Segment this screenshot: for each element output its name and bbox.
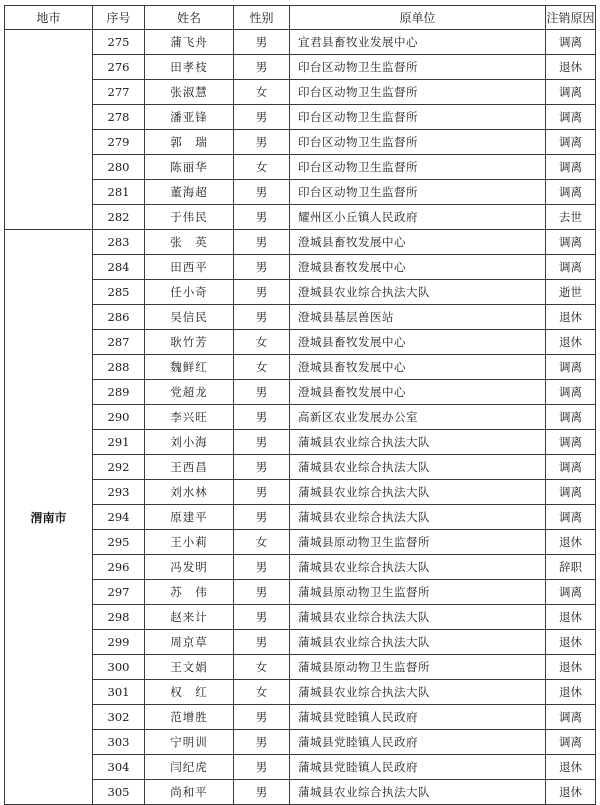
gender-cell: 男 — [234, 105, 290, 130]
unit-cell: 印台区动物卫生监督所 — [290, 55, 546, 80]
gender-cell: 男 — [234, 605, 290, 630]
reason-cell: 逝世 — [546, 280, 596, 305]
name-cell: 董海超 — [145, 180, 234, 205]
table-header-row — [5, 6, 596, 30]
unit-cell: 澄城县畜牧发展中心 — [290, 230, 546, 255]
name-cell: 赵来计 — [145, 605, 234, 630]
unit-cell: 澄城县畜牧发展中心 — [290, 255, 546, 280]
seq-cell: 298 — [93, 605, 145, 630]
unit-cell: 蒲城县农业综合执法大队 — [290, 605, 546, 630]
reason-cell: 退休 — [546, 655, 596, 680]
gender-cell: 女 — [234, 530, 290, 555]
reason-cell: 调离 — [546, 405, 596, 430]
name-cell: 蒲飞舟 — [145, 30, 234, 55]
seq-cell: 296 — [93, 555, 145, 580]
gender-cell: 男 — [234, 405, 290, 430]
table-row — [5, 205, 596, 230]
reason-cell: 调离 — [546, 430, 596, 455]
region-cell — [5, 30, 93, 230]
header-gender: 性别 — [234, 6, 290, 30]
unit-cell: 蒲城县农业综合执法大队 — [290, 780, 546, 805]
header-unit: 原单位 — [290, 6, 546, 30]
name-cell: 于伟民 — [145, 205, 234, 230]
gender-cell: 女 — [234, 80, 290, 105]
gender-cell: 男 — [234, 255, 290, 280]
unit-cell: 印台区动物卫生监督所 — [290, 155, 546, 180]
table-row — [5, 305, 596, 330]
name-cell: 冯发明 — [145, 555, 234, 580]
gender-cell: 男 — [234, 455, 290, 480]
seq-cell: 293 — [93, 480, 145, 505]
header-seq: 序号 — [93, 6, 145, 30]
table-row — [5, 530, 596, 555]
gender-cell: 男 — [234, 705, 290, 730]
gender-cell: 女 — [234, 330, 290, 355]
seq-cell: 285 — [93, 280, 145, 305]
gender-cell: 男 — [234, 380, 290, 405]
table-row — [5, 730, 596, 755]
seq-cell: 292 — [93, 455, 145, 480]
seq-cell: 288 — [93, 355, 145, 380]
gender-cell: 男 — [234, 555, 290, 580]
seq-cell: 300 — [93, 655, 145, 680]
seq-cell: 290 — [93, 405, 145, 430]
reason-cell: 退休 — [546, 605, 596, 630]
unit-cell: 蒲城县农业综合执法大队 — [290, 505, 546, 530]
table-row — [5, 455, 596, 480]
seq-cell: 277 — [93, 80, 145, 105]
unit-cell: 蒲城县农业综合执法大队 — [290, 630, 546, 655]
reason-cell: 调离 — [546, 455, 596, 480]
unit-cell: 蒲城县党睦镇人民政府 — [290, 755, 546, 780]
table-row — [5, 480, 596, 505]
seq-cell: 279 — [93, 130, 145, 155]
name-cell: 原建平 — [145, 505, 234, 530]
table-row — [5, 105, 596, 130]
gender-cell: 男 — [234, 730, 290, 755]
seq-cell: 281 — [93, 180, 145, 205]
table-row — [5, 505, 596, 530]
region-cell: 渭南市 — [5, 230, 93, 805]
reason-cell: 退休 — [546, 55, 596, 80]
gender-cell: 男 — [234, 780, 290, 805]
seq-cell: 284 — [93, 255, 145, 280]
table-row — [5, 255, 596, 280]
name-cell: 尚和平 — [145, 780, 234, 805]
seq-cell: 276 — [93, 55, 145, 80]
gender-cell: 男 — [234, 755, 290, 780]
unit-cell: 蒲城县原动物卫生监督所 — [290, 580, 546, 605]
unit-cell: 蒲城县农业综合执法大队 — [290, 680, 546, 705]
unit-cell: 蒲城县农业综合执法大队 — [290, 430, 546, 455]
seq-cell: 305 — [93, 780, 145, 805]
gender-cell: 男 — [234, 280, 290, 305]
name-cell: 田孝枝 — [145, 55, 234, 80]
reason-cell: 调离 — [546, 355, 596, 380]
unit-cell: 高新区农业发展办公室 — [290, 405, 546, 430]
seq-cell: 303 — [93, 730, 145, 755]
table-row — [5, 705, 596, 730]
reason-cell: 退休 — [546, 330, 596, 355]
unit-cell: 澄城县基层兽医站 — [290, 305, 546, 330]
unit-cell: 澄城县畜牧发展中心 — [290, 380, 546, 405]
unit-cell: 耀州区小丘镇人民政府 — [290, 205, 546, 230]
table-row — [5, 180, 596, 205]
unit-cell: 印台区动物卫生监督所 — [290, 80, 546, 105]
name-cell: 耿竹芳 — [145, 330, 234, 355]
name-cell: 陈丽华 — [145, 155, 234, 180]
unit-cell: 澄城县畜牧发展中心 — [290, 355, 546, 380]
unit-cell: 蒲城县农业综合执法大队 — [290, 455, 546, 480]
reason-cell: 调离 — [546, 705, 596, 730]
cancellation-roster-table — [4, 5, 596, 805]
gender-cell: 男 — [234, 305, 290, 330]
reason-cell: 调离 — [546, 105, 596, 130]
header-region: 地市 — [5, 6, 93, 30]
reason-cell: 调离 — [546, 230, 596, 255]
reason-cell: 退休 — [546, 530, 596, 555]
seq-cell: 294 — [93, 505, 145, 530]
reason-cell: 调离 — [546, 130, 596, 155]
header-name: 姓名 — [145, 6, 234, 30]
name-cell: 宁明训 — [145, 730, 234, 755]
name-cell: 张 英 — [145, 230, 234, 255]
gender-cell: 男 — [234, 180, 290, 205]
table-row — [5, 430, 596, 455]
name-cell: 刘水林 — [145, 480, 234, 505]
name-cell: 苏 伟 — [145, 580, 234, 605]
seq-cell: 287 — [93, 330, 145, 355]
name-cell: 刘小海 — [145, 430, 234, 455]
header-reason: 注销原因 — [546, 6, 596, 30]
name-cell: 任小奇 — [145, 280, 234, 305]
seq-cell: 302 — [93, 705, 145, 730]
seq-cell: 295 — [93, 530, 145, 555]
reason-cell: 去世 — [546, 205, 596, 230]
name-cell: 张淑慧 — [145, 80, 234, 105]
name-cell: 王西昌 — [145, 455, 234, 480]
unit-cell: 蒲城县党睦镇人民政府 — [290, 730, 546, 755]
name-cell: 潘亚锋 — [145, 105, 234, 130]
gender-cell: 男 — [234, 30, 290, 55]
gender-cell: 男 — [234, 580, 290, 605]
seq-cell: 286 — [93, 305, 145, 330]
table-row — [5, 30, 596, 55]
name-cell: 李兴旺 — [145, 405, 234, 430]
name-cell: 魏鲜红 — [145, 355, 234, 380]
unit-cell: 澄城县农业综合执法大队 — [290, 280, 546, 305]
reason-cell: 调离 — [546, 180, 596, 205]
reason-cell: 调离 — [546, 730, 596, 755]
name-cell: 郭 瑞 — [145, 130, 234, 155]
seq-cell: 299 — [93, 630, 145, 655]
table-row — [5, 330, 596, 355]
unit-cell: 宜君县畜牧业发展中心 — [290, 30, 546, 55]
gender-cell: 男 — [234, 230, 290, 255]
table-row — [5, 655, 596, 680]
unit-cell: 蒲城县原动物卫生监督所 — [290, 655, 546, 680]
table-row — [5, 55, 596, 80]
name-cell: 王小莉 — [145, 530, 234, 555]
gender-cell: 男 — [234, 630, 290, 655]
name-cell: 范增胜 — [145, 705, 234, 730]
table-row — [5, 555, 596, 580]
reason-cell: 退休 — [546, 680, 596, 705]
seq-cell: 289 — [93, 380, 145, 405]
unit-cell: 印台区动物卫生监督所 — [290, 105, 546, 130]
unit-cell: 蒲城县党睦镇人民政府 — [290, 705, 546, 730]
table-row — [5, 780, 596, 805]
gender-cell: 女 — [234, 655, 290, 680]
gender-cell: 男 — [234, 430, 290, 455]
table-row — [5, 380, 596, 405]
table-row — [5, 230, 596, 255]
reason-cell: 调离 — [546, 505, 596, 530]
seq-cell: 275 — [93, 30, 145, 55]
gender-cell: 男 — [234, 205, 290, 230]
reason-cell: 退休 — [546, 780, 596, 805]
table-row — [5, 405, 596, 430]
name-cell: 吴信民 — [145, 305, 234, 330]
table-row — [5, 355, 596, 380]
reason-cell: 调离 — [546, 155, 596, 180]
reason-cell: 调离 — [546, 580, 596, 605]
unit-cell: 蒲城县原动物卫生监督所 — [290, 530, 546, 555]
unit-cell: 印台区动物卫生监督所 — [290, 130, 546, 155]
table-row — [5, 755, 596, 780]
reason-cell: 调离 — [546, 480, 596, 505]
table-row — [5, 605, 596, 630]
seq-cell: 291 — [93, 430, 145, 455]
reason-cell: 调离 — [546, 80, 596, 105]
table-row — [5, 130, 596, 155]
table-row — [5, 155, 596, 180]
name-cell: 权 红 — [145, 680, 234, 705]
table-row — [5, 280, 596, 305]
table-body — [5, 30, 596, 805]
reason-cell: 调离 — [546, 30, 596, 55]
reason-cell: 退休 — [546, 755, 596, 780]
seq-cell: 301 — [93, 680, 145, 705]
name-cell: 田西平 — [145, 255, 234, 280]
name-cell: 周京草 — [145, 630, 234, 655]
gender-cell: 男 — [234, 55, 290, 80]
reason-cell: 退休 — [546, 305, 596, 330]
unit-cell: 蒲城县农业综合执法大队 — [290, 480, 546, 505]
table-row — [5, 580, 596, 605]
seq-cell: 282 — [93, 205, 145, 230]
name-cell: 党超龙 — [145, 380, 234, 405]
unit-cell: 蒲城县农业综合执法大队 — [290, 555, 546, 580]
table-row — [5, 630, 596, 655]
gender-cell: 男 — [234, 505, 290, 530]
unit-cell: 澄城县畜牧发展中心 — [290, 330, 546, 355]
reason-cell: 调离 — [546, 255, 596, 280]
seq-cell: 304 — [93, 755, 145, 780]
seq-cell: 297 — [93, 580, 145, 605]
name-cell: 王文娟 — [145, 655, 234, 680]
unit-cell: 印台区动物卫生监督所 — [290, 180, 546, 205]
gender-cell: 男 — [234, 130, 290, 155]
seq-cell: 283 — [93, 230, 145, 255]
gender-cell: 女 — [234, 155, 290, 180]
gender-cell: 女 — [234, 680, 290, 705]
name-cell: 闫纪虎 — [145, 755, 234, 780]
gender-cell: 女 — [234, 355, 290, 380]
gender-cell: 男 — [234, 480, 290, 505]
reason-cell: 调离 — [546, 380, 596, 405]
reason-cell: 退休 — [546, 630, 596, 655]
table-row — [5, 680, 596, 705]
seq-cell: 280 — [93, 155, 145, 180]
table-row — [5, 80, 596, 105]
seq-cell: 278 — [93, 105, 145, 130]
reason-cell: 辞职 — [546, 555, 596, 580]
